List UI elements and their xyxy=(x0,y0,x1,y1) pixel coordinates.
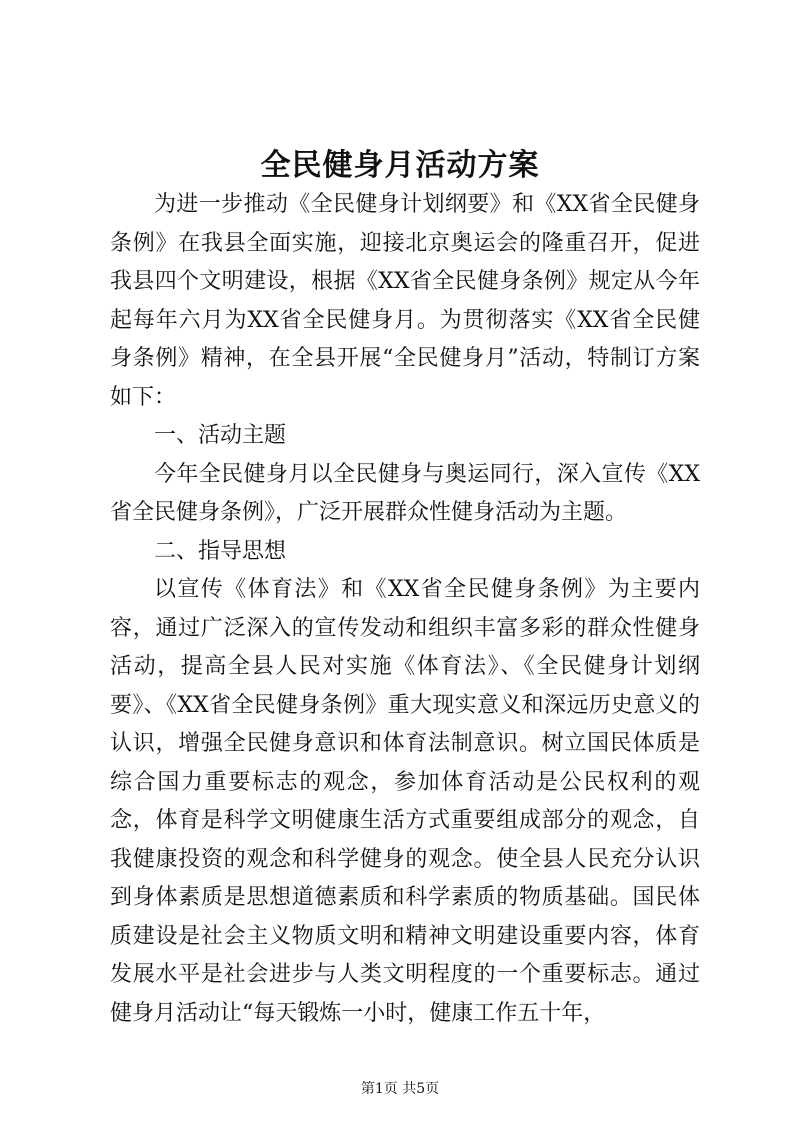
page-footer: 第1页 共5页 xyxy=(360,1081,440,1097)
document-body xyxy=(110,186,700,1033)
section-heading-theme: 一、活动主题 xyxy=(154,423,287,448)
section-heading-guideline: 二、指导思想 xyxy=(154,538,287,564)
intro-paragraph: 为进一步推动《全民健身计划纲要》和《XX省全民健身条例》在我县全面实施，迎接北京奥运会的隆重召开，促进我县四个文明建设，根据《XX省全民健身条例》规定从今年起每年六月为XX省全民健身月。为贯彻落实《XX省全民健身条例》精神，在全县开展“全民健身月”活动，特制订方案如下： xyxy=(110,192,700,410)
guideline-paragraph: 以宣传《体育法》和《XX省全民健身条例》为主要内容，通过广泛深入的宣传发动和组织丰富多彩的群众性健身活动，提高全县人民对实施《体育法》、《全民健身计划纲要》、《XX省全民健身条例》重大现实意义和深远历史意义的认识，增强全民健身意识和体育法制意识。树立国民体质是综合国力重要标志的观念，参加体育活动是公民权利的观念，体育是科学文明健康生活方式重要组成部分的观念，自我健康投资的观念和科学健身的观念。使全县人民充分认识到身体素质是思想道德素质和科学素质的物质基础。国民体质建设是社会主义物质文明和精神文明建设重要内容，体育发展水平是社会进步与人类文明程度的一个重要标志。通过健身月活动让“每天锻炼一小时，健康工作五十年， xyxy=(110,577,700,1026)
document-title: 全民健身月活动方案 xyxy=(260,148,540,183)
theme-paragraph: 今年全民健身月以全民健身与奥运同行，深入宣传《XX省全民健身条例》，广泛开展群众性健身活动为主题。 xyxy=(110,461,700,525)
